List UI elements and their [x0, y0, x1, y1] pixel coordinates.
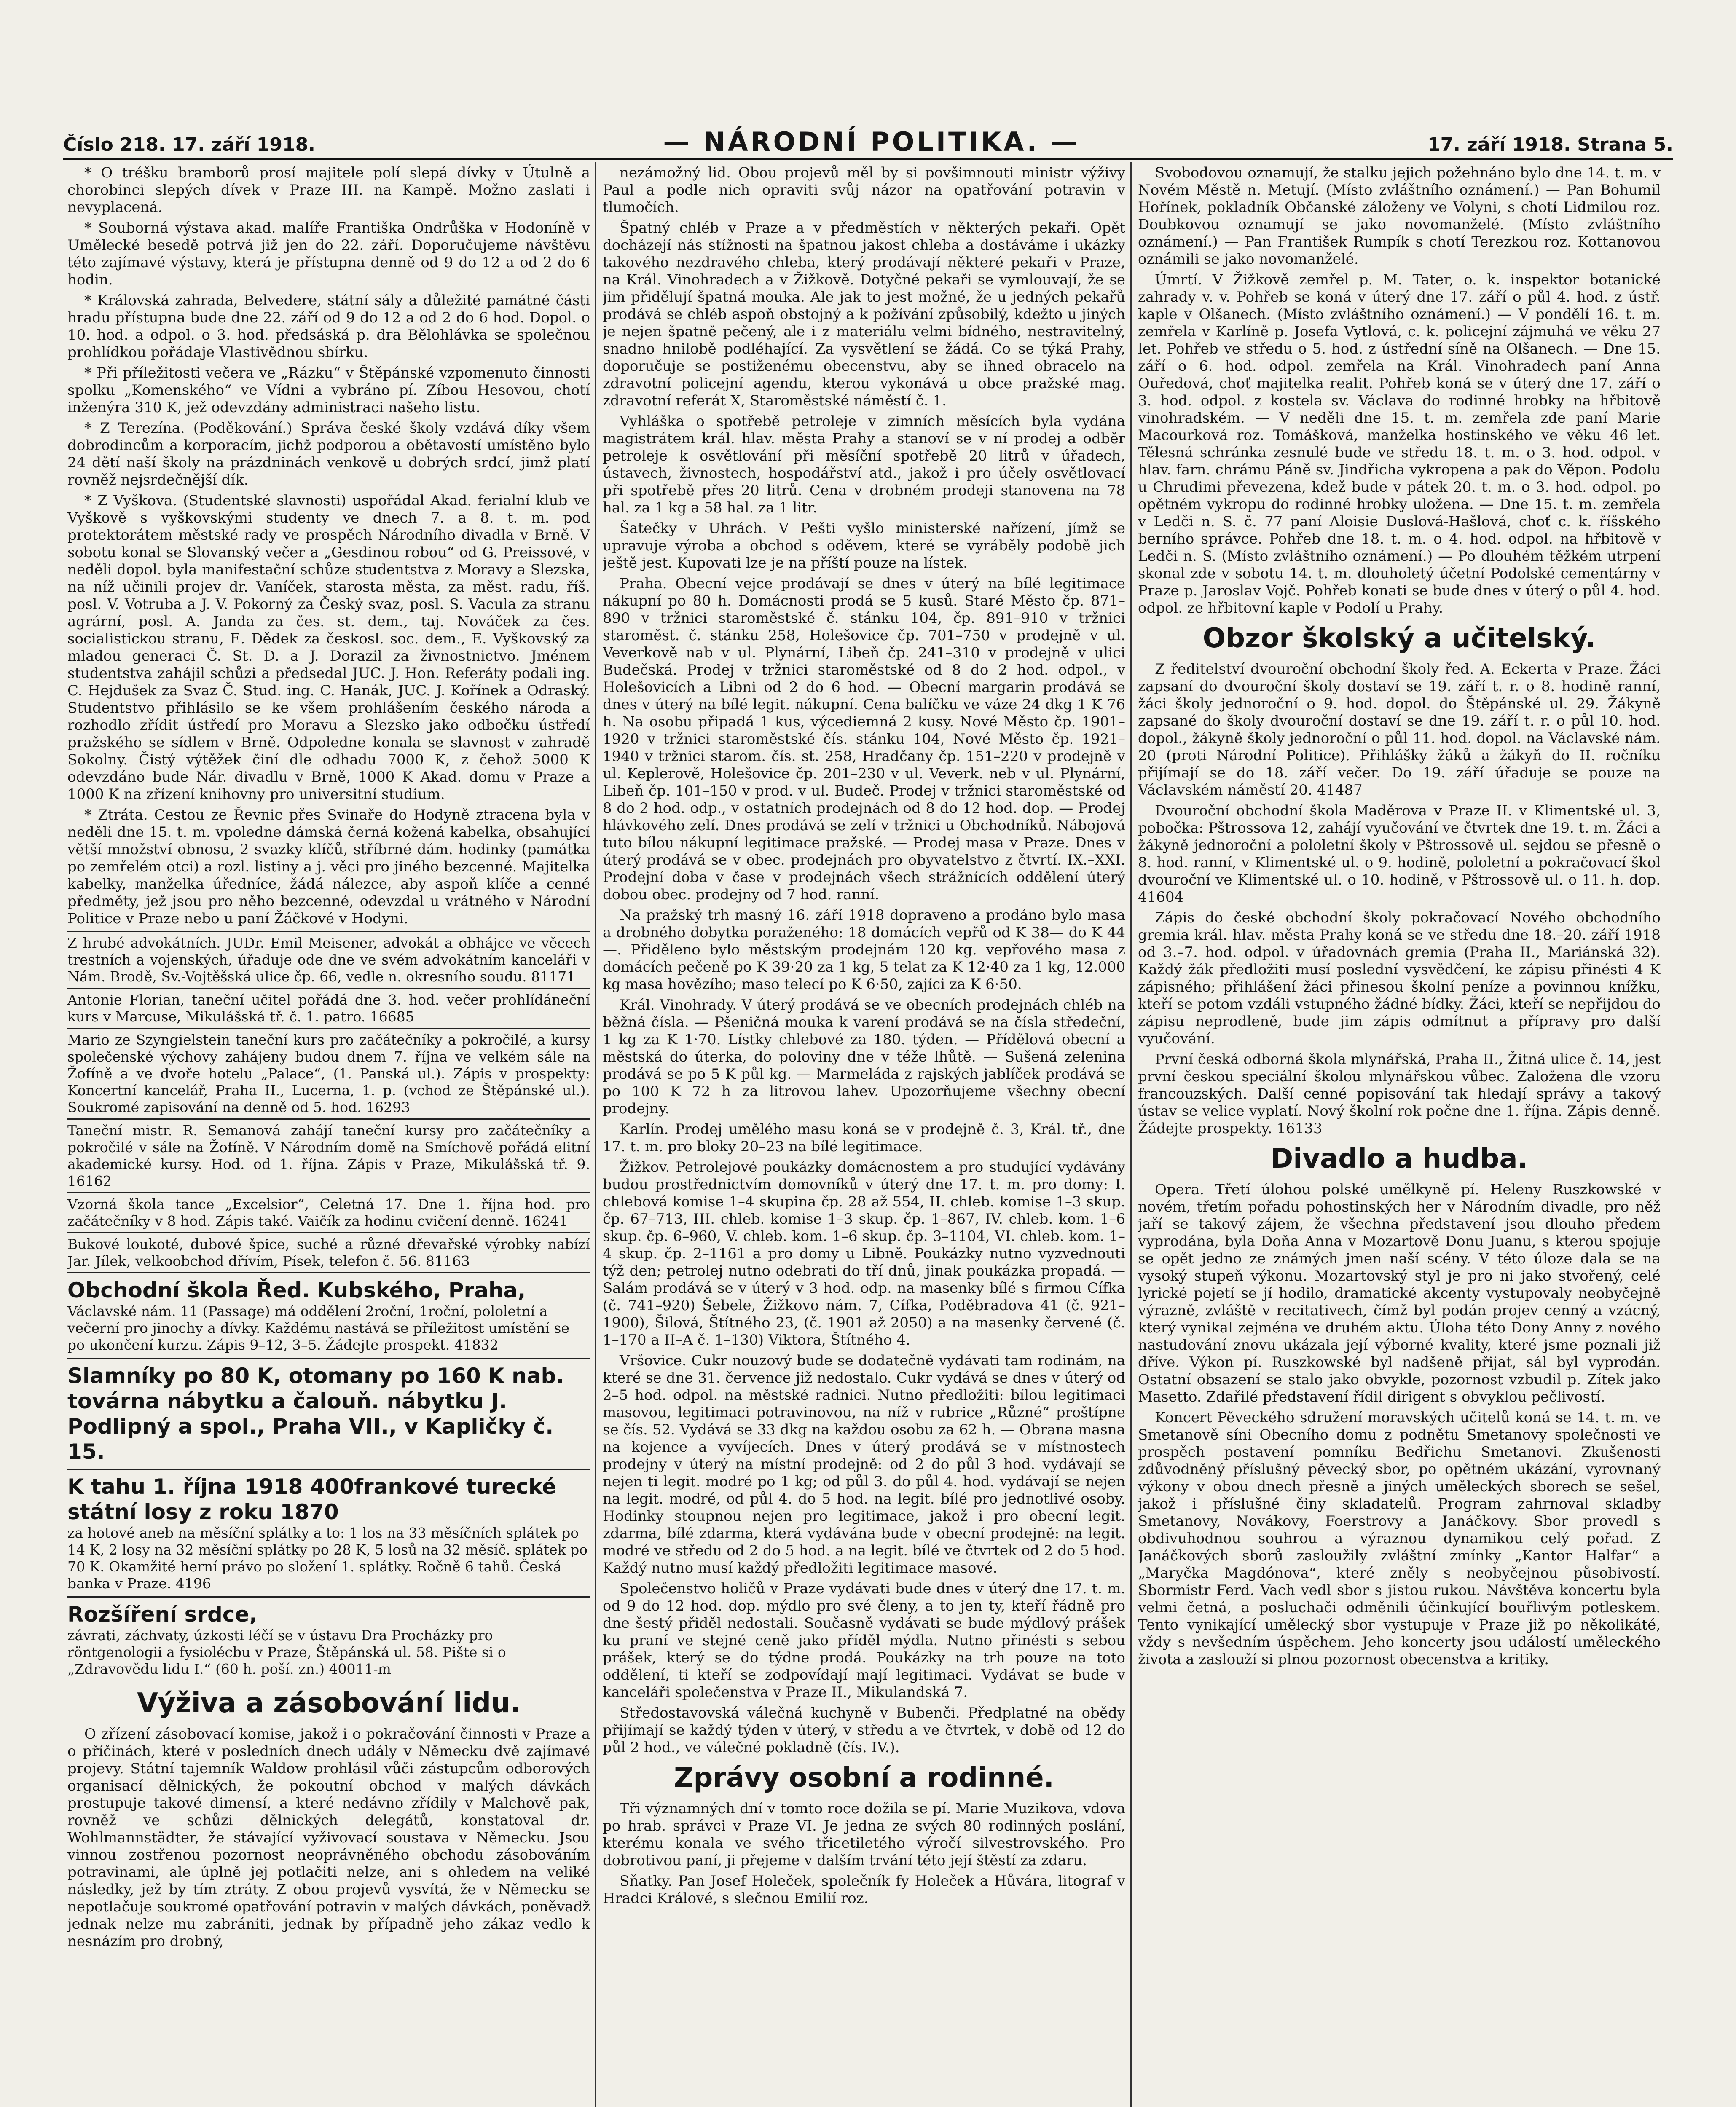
column-divider — [1130, 162, 1132, 2107]
news-item: Opera. Třetí úlohou polské umělkyně pí. Heleny Ruszkowské v novém, třetím pořadu pohostinských her v Národním divadle, pro něž jaří se takový zájem, že všechna představení jsou dlouho předem vyprodána, byla Doňa Anna v Mozartově Donu Juanu, s kterou spojuje se opět jedno ze známých jmen naší scény. V této úloze dala se na vysoký stupeň výkonu. Mozartovský styl je pro ni jako stvořený, celé lyrické pojetí se jí hodilo, dramatické akcenty vystupovaly neobyčejně výrazně, zvláště v recitativech, čímž byl podán projev cenný a vzácný, který vynikal zejména ve druhém aktu. Úloha této Dony Anny z nového nastudování znovu ukázala její výborné kvality, které jsme poznali již dříve. Výkon pí. Ruszkowské byl nadšeně přijat, sál byl vyprodán. Ostatní obsazení se stalo jako obvykle, pozornost vzbudil p. Zítek jako Masetto. Zdařilé představení řídil dirigent s obvyklou pečlivostí. — [1138, 1181, 1661, 1405]
issue-number: Číslo 218. 17. září 1918. — [63, 134, 315, 155]
ad-text: závrati, záchvaty, úzkosti léčí se v ústavu Dra Procházky pro röntgenologii a fysiolécbu v Praze, Štěpánská ul. 58. Pište si o „Zdravovědu lidu I.“ (60 h. poší. zn.) 40011-m — [67, 1627, 506, 1677]
news-item: Koncert Pěveckého sdružení moravských učitelů koná se 14. t. m. ve Smetanově síni Obecního domu z podnětu Smetanovy společnosti ve prospěch postavení pomníku Bedřichu Smetanovi. Zkušenosti zdůvodněný příslušný pěvecký sbor, po opětném ukázání, vyrovnaný výkony v obou dnech přesně a jiných uměleckých sborech se sešel, jakož i příslušné činy skladatelů. Program zahrnoval skladby Smetanovy, Novákovy, Foerstrovy a Janáčkovy. Sbor provedl s obdivuhodnou souhrou a výraznou dynamikou celý pořad. Z Janáčkových sborů zasloužily zvláštní zmínky „Kantor Halfar“ a „Maryčka Magdónova“, které zněly s neobyčejnou působivostí. Sbormistr Ferd. Vach vedl sbor s jistou rukou. Návštěva koncertu byla velmi četná, a posluchači odměnili účinkující bouřlivým potleskem. Tento vynikající umělecký sbor vystupuje v Praze již po několikáté, vždy s nevšedním úspěchem. Jeho koncerty jsou událostí uměleckého života a zaslouží si plnou pozornost obecenstva a kritiky. — [1138, 1409, 1661, 1668]
news-item: * Královská zahrada, Belvedere, státní sály a důležité památné části hradu přístupna bude dne 22. září od 9 do 12 a od 2 do 6 hod. Dopol. o 10. hod. a odpol. o 3. hod. předsáská p. dra Bělohlávka se společnou prohlídkou pořádaje Vlastivědnou sbírku. — [67, 292, 590, 361]
news-item: Vyhláška o spotřebě petroleje v zimních měsících byla vydána magistrátem král. hlav. města Prahy a stanoví se v ní prodej a odběr petroleje k osvětlování při měsíční spotřebě 20 litrů v úřadech, ústavech, živnostech, hospodářství atd., jakož i pro účely osvětlovací při spotřebě přes 20 litrů. Cena v drobném prodeji stanovena na 78 hal. za 1 kg a 58 hal. za 1 litr. — [603, 413, 1125, 516]
advertisement: Antonie Florian, taneční učitel pořádá dne 3. hod. večer prohlídáneční kurs v Marcuse, Mikulášská tř. č. 1. patro. 16685 — [67, 988, 590, 1028]
news-item: O zřízení zásobovací komise, jakož i o pokračování činnosti v Praze a o příčinách, které v posledních dnech udály v Německu dvě zajímavé projevy. Státní tajemník Waldow prohlásil vůči zástupcům odborových organisací dělnických, že pokoutní obchod v malých dávkách prostupuje takové dimensí, a které nedávno zřídily v Malchově pak, rovněž ve schůzi dělnických delegátů, konstatoval dr. Wohlmannstädter, že stávající vyživovací soustava v Německu. Jsou vinnou zostřenou pozornost neoprávněného obchodu zásobováním potravinami, ale úplně jej potlačiti nelze, ani s ohledem na veliké následky, jež by tím ztráty. Z obou projevů vysvítá, že v Německu se nepotlačuje soukromé opatřování potravin v malých dávkách, poněvadž jednak nelze mu zabrániti, jednak by případně jeho zákaz vedlo k nesnázím pro drobný, — [67, 1726, 590, 1950]
ad-headline: K tahu 1. října 1918 400frankové turecké státní losy z roku 1870 — [67, 1474, 556, 1524]
news-item: nezámožný lid. Obou projevů měl by si povšimnouti ministr výživy Paul a podle nich opraviti svůj názor na opatřování potravin v tlumočích. — [603, 164, 1125, 216]
news-item: Karlín. Prodej umělého masu koná se v prodejně č. 3, Král. tř., dne 17. t. m. pro bloky 20–23 na bílé legitimace. — [603, 1121, 1125, 1155]
news-item: Král. Vinohrady. V úterý prodává se ve obecních prodejnách chléb na běžná čísla. — Pšeničná mouka k varení prodává se na čísla středeční, 1 kg za K 1·70. Lístky chlebové za 180. týden. — Přídělová obecní a městská do úterka, do poloviny dne v téže lhůtě. — Sušená zelenina prodává se po 5 K půl kg. — Marmeláda z rajských jablíček prodává se po 100 K 72 h za litrovou lahev. Upozorňujeme všechny obecní prodejny. — [603, 997, 1125, 1117]
news-item: Sňatky. Pan Josef Holeček, společník fy Holeček a Hůvára, litograf v Hradci Králové, s slečnou Emilií roz. — [603, 1873, 1125, 1907]
news-item: Úmrtí. V Žižkově zemřel p. M. Tater, o. k. inspektor botanické zahrady v. v. Pohřeb se koná v úterý dne 17. září o půl 4. hod. z ústř. kaple v Olšanech. (Místo zvláštního oznámení.) — V pondělí 16. t. m. zemřela v Karlíně p. Josefa Vytlová, c. k. policejní zájmuhá ve věku 27 let. Pohřeb ve středu o 5. hod. z ústřední síně na Olšanech. — Dne 15. září o 6. hod. odpol. zemřela na Král. Vinohradech paní Anna Ouředová, choť majitelka realit. Pohřeb koná se v úterý dne 17. září o 3. hod. odpol. z kostela sv. Václava do rodinné hrobky na hřbitově vinohradském. — V neděli dne 15. t. m. zemřela zde paní Marie Macourková roz. Tomášková, manželka hostinského ve věku 46 let. Tělesná schránka zesnulé bude ve středu 18. t. m. o 3. hod. odpol. v hlav. farn. chrámu Páně sv. Jindřicha vykropena a pak do Věpon. Podolu u Chrudimi převezena, kdež bude v pátek 20. t. m. o 3. hod. odpol. po opětném vykropu do rodinné hrobky uložena. — Dne 15. t. m. zemřela v Ledči n. S. č. 77 paní Aloisie Duslová-Hašlová, choť c. k. říšského berního správce. Pohřeb dne 18. t. m. o 4. hod. odpol. na hřbitově v Ledči n. S. (Místo zvláštního oznámení.) — Po dlouhém těžkém utrpení skonal zde v sobotu 14. t. m. dlouholetý účetní Podolské cementárny v Praze p. Jaroslav Vojč. Pohřeb konati se bude dnes v úterý o půl 4. hod. odpol. ze hřbitovní kaple v Podolí u Prahy. — [1138, 271, 1661, 617]
news-item: * O tréšku bramborů prosí majitele polí slepá dívky v Útulně a chorobinci slepých dívek v Praze III. na Kampě. Možno zaslati i nevyplacená. — [67, 164, 590, 216]
news-item: Z ředitelství dvouroční obchodní školy řed. A. Eckerta v Praze. Žáci zapsaní do dvouroční školy dostaví se 19. září t. r. o 8. hodině ranní, žáci školy jednoroční o 9. hod. dopol. do Štěpánské ul. 29. Žákyně zapsané do školy dvouroční dostaví se dne 19. září t. r. o půl 10. hod. dopol., žákyně školy jednoroční o půl 11. hod. dopol. na Václavské nám. 20 (proti Národní Politice). Přihlášky žáků a žákyň do II. ročníku přijímají se do 18. září večer. Do 19. září úřaduje se pouze na Václavském náměstí 20. 41487 — [1138, 661, 1661, 799]
news-item: * Z Terezína. (Poděkování.) Správa české školy vzdává díky všem dobrodincům a korporacím, jichž podporou a obětavostí umístěno bylo 24 dětí naší školy na prázdninách venkově u dobrých srdcí, jimž platí rovněž nejsrdečnější dík. — [67, 420, 590, 488]
advertisement: Z hrubé advokátních. JUDr. Emil Meisener, advokát a obhájce ve věcech trestních a vojenských, úřaduje ode dne ve svém advokátním kanceláři v Nám. Brodě, Sv.-Vojtěšská ulice čp. 66, vedle n. okresního soudu. 81171 — [67, 931, 590, 988]
news-item: Středostavovská válečná kuchyně v Bubenči. Předplatné na obědy přijímají se každý týden v úterý, v středu a ve čtvrtek, v době od 12 do půl 2 hod., ve válečné pokladně (čís. IV.). — [603, 1705, 1125, 1756]
ad-text: za hotové aneb na měsíční splátky a to: 1 los na 33 měsíčních splátek po 14 K, 2 losy na 32 měsíční splátky po 28 K, 5 losů na 32 měsíč. splátek po 70 K. Okamžité herní právo po složení 1. splátky. Ročně 6 tahů. Česká banka v Praze. 4196 — [67, 1525, 588, 1592]
advertisement: Bukové loukoté, dubové špice, suché a různé dřevařské výrobky nabízí Jar. Jílek, velkoobchod dřívím, Písek, telefon č. 56. 81163 — [67, 1232, 590, 1272]
column-divider — [595, 162, 596, 2107]
ad-headline: Slamníky po 80 K, otomany po 160 K nab. továrna nábytku a čalouň. nábytku J. Podlipný a spol., Praha VII., v Kapličky č. 15. — [67, 1364, 564, 1464]
news-item: Špatný chléb v Praze a v předměstích v některých pekaři. Opět docházejí nás stížnosti na špatnou jakost chleba a dostáváme i ukázky takového nezdravého chleba, který prodávají některé pekaři v Praze, na Král. Vinohradech a v Žižkově. Dotyčné pekaři se vymlouvají, že se jim přidělují špatná mouka. Ale jak to jest možné, že u jedných pekařů prodává se chléb aspoň obstojný a k požívání způsobilý, kdežto u jiných je nejen špatně pečený, ale i z materiálu velmi bídného, nestravitelný, snadno hnilobě podléhající. Za vysvětlení se žádá. Co se týká Prahy, doporučuje se postiženému obecenstvu, aby se ihned obracelo na zdravotní policejní agendu, kterou vykonává u obce pražské mag. zdravotní referát X, Staroměstské náměstí č. 1. — [603, 220, 1125, 409]
section-heading: Zprávy osobní a rodinné. — [674, 1762, 1054, 1793]
news-item: Zápis do české obchodní školy pokračovací Nového obchodního gremia král. hlav. města Prahy koná se ve středu dne 18.–20. září 1918 od 3.–7. hod. odpol. v úřadovnách gremia (Praha II., Mariánská 32). Každý žák předložiti musí poslední vysvědčení, ke zápisu přinésti 4 K zápisného; přihlášení žáci přinesou školní peníze a povinnou knížku, kteří se potom vzdáli vstupného žádné bídky. Žáci, kteří se nepřijdou do zápisu neprodleně, bude jim zápis odmítnut a přípravy pro další vyučování. — [1138, 909, 1661, 1047]
column-1 — [67, 164, 590, 2107]
advertisement: Taneční mistr. R. Semanová zahájí taneční kursy pro začátečníky a pokročilé v sále na Žofíně. V Národním domě na Smíchově pořádá elitní akademické kursy. Hod. od 1. října. Zápis v Praze, Mikulášská tř. 9. 16162 — [67, 1118, 590, 1192]
advertisement-furniture — [67, 1358, 590, 1469]
section-heading: Výživa a zásobování lidu. — [137, 1688, 521, 1719]
news-item: První česká odborná škola mlynářská, Praha II., Žitná ulice č. 14, jest první českou speciální školou mlynářskou vůbec. Založena dle vzoru francouzských. Další cenné popisování tak hledají správy a takový ústav se velice vyplatí. Nový školní rok počne dne 1. října. Zápis denně. Žádejte prospekty. 16133 — [1138, 1051, 1661, 1137]
ad-headline: Rozšíření srdce, — [67, 1602, 258, 1627]
ad-text: Václavské nám. 11 (Passage) má oddělení 2roční, 1roční, pololetní a večerní pro jinochy a dívky. Každému nastává se příležitost umístění se po ukončení kurzu. Zápis 9–12, 3–5. Žádejte prospekt. 41832 — [67, 1303, 569, 1353]
column-2 — [603, 164, 1125, 2107]
news-item: * Při příležitosti večera ve „Rázku“ v Štěpánské vzpomenuto činnosti spolku „Komenského“ ve Vídni a vybráno pí. Zíbou Hesovou, chotí inženýra 310 K, jež odevzdány administraci našeho listu. — [67, 365, 590, 416]
news-item: Vršovice. Cukr nouzový bude se dodatečně vydávati tam rodinám, na které se dne 31. července již nedostalo. Cukr vydává se dnes v úterý od 2–5 hod. odpol. na městské radnici. Nutno předložiti: bílou legitimaci masovou, legitimaci potravinovou, na níž v rubrice „Různé“ proštípne se čís. 52. Vydává se 33 dkg na každou osobu za 62 h. — Obrana masna na kojence a vyvíjecích. Dnes v úterý prodává se v místnostech prodejny v úterý na místní prodejně: od 2 do půl 3 hod. vydávají se nejen ti legit. modré po 1 kg; od půl 3. do půl 4. hod. vydávají se nejen na legit. modré, od půl 4. do 5 hod. na legit. bílé pro jednotlivé osoby. Hodinky stoupnou nejen pro legitimace, jakož i pro obecní legit. zdarma, bílé zdarma, která vydávána bude v obecní prodejně: na legit. modré ve středu od 2 do 5 hod. a na legit. bílé ve čtvrtek od 2 do 5 hod. Každý nutno musí každý předložiti legitimace masové. — [603, 1352, 1125, 1576]
advertisement-lottery — [67, 1469, 590, 1596]
news-item: Společenstvo holičů v Praze vydávati bude dnes v úterý dne 17. t. m. od 9 do 12 hod. dop. mýdlo pro své členy, a to jen ty, kteří řádně pro dne šestý přiděl nedostali. Současně vydávati se bude mýdlový prášek ku praní ve stejné ceně jako příděl mýdla. Nutno přinésti s sebou prášek, který se do týdne prodá. Poukázky na trh pouze na toto oddělení, ti kteří se zodpovídají mají legitimaci. Vydávat se bude v kanceláři společenstva v Praze II., Mikulandská 7. — [603, 1580, 1125, 1701]
news-item: Žižkov. Petrolejové poukázky domácnostem a pro studující vydávány budou prostřednictvím domovníků v úterý dne 17. t. m. pro domy: I. chlebová komise 1–4 skupina čp. 28 až 554, II. chleb. komise 1–3 skup. čp. 67–713, III. chleb. komise 1–3 skup. čp. 1–867, IV. chleb. kom. 1–6 skup. čp. 6–960, V. chleb. kom. 1–6 skup. čp. 3–1104, VI. chleb. kom. 1–4 skup. čp. 2–1161 a pro domy u Libně. Poukázky nutno vyzvednouti týž den; petrolej nutno odebrati do tří dnů, jinak poukázka propadá. — Salám prodává se v úterý v 3 hod. odp. na masenky bílé s firmou Cífka (č. 741–920) Šebele, Žižkovo nám. 7, Cífka, Poděbradova 41 (č. 921–1900), Šilová, Štítného 23, (č. 1901 až 2050) a na masenky červené (č. 1–170 a II–A č. 1–130) Viktora, Štítného 4. — [603, 1159, 1125, 1348]
news-item: Tři významných dní v tomto roce dožila se pí. Marie Muzikova, vdova po hrab. správci v Praze VI. Je jedna ze svých 80 rodinných poslání, kterému konala ve svého třicetiletého výročí silvestrovského. Pro dobrotivou paní, ji přejeme v dalším trvání této její štěstí za zdaru. — [603, 1800, 1125, 1869]
newspaper-title: — NÁRODNÍ POLITIKA. — — [663, 126, 1080, 157]
section-heading: Divadlo a hudba. — [1271, 1143, 1528, 1174]
column-3 — [1138, 164, 1661, 2107]
news-item: Na pražský trh masný 16. září 1918 dopraveno a prodáno bylo masa a drobného dobytka poraženého: 18 domácích vepřů od K 38— do K 44—. Přiděleno bylo městským prodejnám 120 kg. vepřového masa z domácích pečeně po K 39·20 za 1 kg, 5 telat za K 12·40 za 1 kg, 12.000 kg masa hovězího; maso telecí po K 6·50, zajíci za K 6·50. — [603, 907, 1125, 993]
news-item: Praha. Obecní vejce prodávají se dnes v úterý na bílé legitimace nákupní po 80 h. Domácnosti prodá se 5 kusů. Staré Město čp. 871–890 v tržnici staroměstské č. stánku 104, čp. 891–910 v tržnici staroměst. č. stánku 258, Holešovice čp. 701–750 v prodejně v ul. Veverkově nab v ul. Plynární, Libeň čp. 241–310 v prodejně v ulici Budečská. Prodej v tržnici staroměstské od 8 do 2 hod. odpol., v Holešovicích a Libni od 2 do 6 hod. — Obecní margarin prodává se dnes v úterý na bílé legit. nákupní. Cena balíčku ve váze 24 dkg 1 K 76 h. Na osobu připadá 1 kus, výcediemná 2 kusy. Nové Město čp. 1901–1920 v tržnici staroměstské čís. stánku 104, Nové Město čp. 1921–1940 v tržnici starom. čís. st. 258, Hradčany čp. 151–220 v prodejně v ul. Keplerově, Holešovice čp. 201–230 v ul. Veverk. neb v ul. Plynární, Libeň čp. 101–150 v prod. v ul. Budeč. Prodej v tržnici staroměstské od 8 do 2 hod. odp., v ostatních prodejnách od 8 do 12 hod. dop. — Prodej hlávkového zelí. Dnes prodává se zelí v tržnici u Obchodníků. Nábojová tuto bílou nákupní legitimace pražské. — Prodej masa v Praze. Dnes v úterý prodává se v obec. prodejnách pro obyvatelstvo z čtvrtí. IX.–XXI. Prodejní doba v čase v prodejnách všech strážnících oddělení úterý dobou obec. prodejny od 7 hod. ranní. — [603, 575, 1125, 903]
news-item: Svobodovou oznamují, že stalku jejich požehnáno bylo dne 14. t. m. v Novém Městě n. Metují. (Místo zvláštního oznámení.) — Pan Bohumil Hořínek, pokladník Občanské záloženy ve Volyni, s chotí Lidmilou roz. Doubkovou oznamují se jako novomanželé. (Místo zvláštního oznámení.) — Pan František Rumpík s chotí Terezkou roz. Kottanovou oznámili se jako novomanželé. — [1138, 164, 1661, 268]
page-date: 17. září 1918. Strana 5. — [1427, 134, 1673, 155]
advertisement: Mario ze Szyngielstein taneční kurs pro začátečníky a pokročilé, a kursy společenské výchovy zahájeny budou dnem 7. října ve velkém sále na Žofíně a ve dvoře hotelu „Palace“, (1. Panská ul.). Zápis v prospekty: Koncertní kancelář, Praha II., Lucerna, 1. p. (vchod ze Štěpánské ul.). Soukromé zapisování na denně od 5. hod. 16293 — [67, 1028, 590, 1118]
advertisement-heart — [67, 1596, 590, 1682]
advertisement: Vzorná škola tance „Excelsior“, Celetná 17. Dne 1. října hod. pro začátečníky v 8 hod. Zápis také. Vaičík za hodinu cvičení denně. 16241 — [67, 1192, 590, 1232]
news-item: * Souborná výstava akad. malíře Františka Ondrůška v Hodoníně v Umělecké besedě potrvá již jen do 22. září. Doporučujeme návštěvu této zajímavé výstavy, která je přístupna denně od 9 do 12 a od 2 do 6 hodin. — [67, 220, 590, 288]
news-item: * Z Vyškova. (Studentské slavnosti) uspořádal Akad. ferialní klub ve Vyškově s vyškovskými studenty ve dnech 7. a 8. t. m. pod protektorátem městské rady ve prospěch Národního divadla v Brně. V sobotu konal se Slovanský večer a „Gesdinou robou“ od G. Preissové, v neděli dopol. byla manifestační schůze studentstva z Moravy a Slezska, na níž učinili projev dr. Vaníček, starosta města, za měst. radu, říš. posl. V. Votruba a J. V. Pokorný za Český svaz, posl. S. Vacula za stranu agrární, posl. A. Janda za čes. st. dem., taj. Nováček za čes. socialistickou stranu, E. Dědek za českosl. soc. dem., E. Vyškovský za mladou generaci Č. St. D. a J. Dorazil za živnostnictvo. Jménem studentstva zahájil schůzi a předsedal JUC. J. Hon. Referáty podali ing. C. Hejdušek za Svaz Č. Stud. ing. C. Hanák, JUC. J. Kořínek a Odraský. Studentstvo přihlásilo se ke všem prohlášením českého národa a rozhodlo zřídit ústředí pro Moravu a Slezsko jako odbočku ústředí pražského se sídlem v Brně. Odpoledne konala se slavnost v zahradě Sokolny. Čistý výtěžek činí dle odhadu 7000 K, z čehož 5000 K odevzdáno bude Nár. divadlu v Brně, 1000 K Akad. domu v Praze a 1000 K na zřízení knihovny pro universitní studium. — [67, 492, 590, 803]
ad-headline: Obchodní škola Řed. Kubského, Praha, — [67, 1278, 526, 1303]
page-header — [63, 126, 1673, 156]
news-item: * Ztráta. Cestou ze Řevnic přes Svinaře do Hodyně ztracena byla v neděli dne 15. t. m. vpoledne dámská černá kožená kabelka, obsahující větší množství obnosu, 2 svazky klíčů, stříbrné dám. hodinky (památka po zemřelém otci) a rozl. listiny a j. věci pro jiného bezcenné. Majitelka kabelky, manželka úředníce, žádá nálezce, aby aspoň klíče a cenné předměty, jež jsou pro něho bezcenné, odevzdal u vrátného v Národní Politice v Praze nebo u paní Žáčkové v Hodyni. — [67, 807, 590, 927]
news-item: Šatečky v Uhrách. V Pešti vyšlo ministerské nařízení, jímž se upravuje výroba a obchod s oděvem, které se vyráběly podobě jich ještě jest. Kupovati lze je na příští pouze na lístek. — [603, 520, 1125, 571]
news-item: Dvouroční obchodní škola Maděrova v Praze II. v Klimentské ul. 3, pobočka: Pštrossova 12, zahájí vyučování ve čtvrtek dne 19. t. m. Žáci a žákyně jednoroční a pololetní školy v Pštrossově ul. sejdou se přesně o 8. hod. ranní, v Klimentské ul. o 9. hodině, pololetní a pokračovací škol dvouroční ve Klimentské ul. o 10. hodině, v Pštrossově ul. o 11. h. dop. 41604 — [1138, 802, 1661, 906]
header-rule — [63, 158, 1673, 160]
section-heading: Obzor školský a učitelský. — [1202, 623, 1596, 654]
advertisement-school — [67, 1272, 590, 1358]
